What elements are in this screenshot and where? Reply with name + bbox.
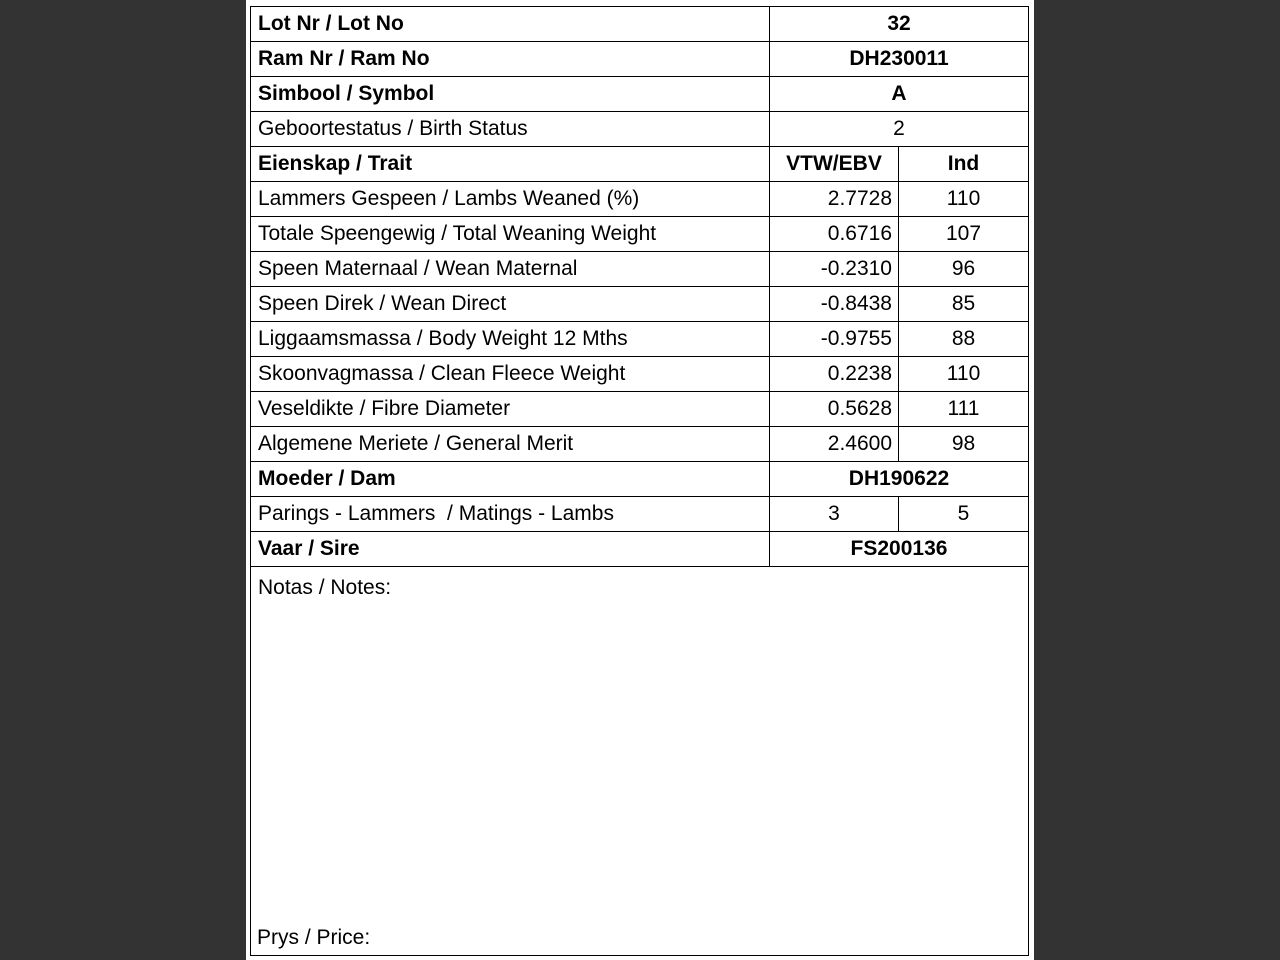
trait-ind: 88: [899, 322, 1029, 357]
trait-ebv: 2.7728: [770, 182, 899, 217]
price-label: Prys / Price:: [257, 926, 371, 949]
dam-value: DH190622: [770, 462, 1029, 497]
trait-name: Skoonvagmassa / Clean Fleece Weight: [251, 357, 770, 392]
trait-ind: 111: [899, 392, 1029, 427]
lambs-value: 5: [899, 497, 1029, 532]
notes-area: [251, 567, 1029, 956]
sire-value: FS200136: [770, 532, 1029, 567]
notes-row: [251, 567, 1029, 956]
traits-header-row: [251, 147, 1029, 182]
birth-status-value: 2: [770, 112, 1029, 147]
trait-ebv: 0.5628: [770, 392, 899, 427]
trait-ind: 110: [899, 357, 1029, 392]
trait-row: [251, 427, 1029, 462]
trait-ebv: 2.4600: [770, 427, 899, 462]
trait-ebv: 0.6716: [770, 217, 899, 252]
trait-name: Speen Maternaal / Wean Maternal: [251, 252, 770, 287]
dam-label: Moeder / Dam: [251, 462, 770, 497]
ram-label: Ram Nr / Ram No: [251, 42, 770, 77]
symbol-row: [251, 77, 1029, 112]
trait-ebv: 0.2238: [770, 357, 899, 392]
trait-ebv: -0.9755: [770, 322, 899, 357]
trait-ebv: -0.2310: [770, 252, 899, 287]
trait-header-label: Eienskap / Trait: [251, 147, 770, 182]
sire-row: [251, 532, 1029, 567]
symbol-label: Simbool / Symbol: [251, 77, 770, 112]
trait-ind: 85: [899, 287, 1029, 322]
symbol-value: A: [770, 77, 1029, 112]
trait-name: Speen Direk / Wean Direct: [251, 287, 770, 322]
trait-ind: 110: [899, 182, 1029, 217]
lot-card-table: [250, 6, 1029, 956]
birth-status-label: Geboortestatus / Birth Status: [251, 112, 770, 147]
trait-name: Lammers Gespeen / Lambs Weaned (%): [251, 182, 770, 217]
ram-value: DH230011: [770, 42, 1029, 77]
trait-name: Totale Speengewig / Total Weaning Weight: [251, 217, 770, 252]
notes-label: Notas / Notes:: [258, 576, 392, 599]
trait-name: Liggaamsmassa / Body Weight 12 Mths: [251, 322, 770, 357]
ind-header: Ind: [899, 147, 1029, 182]
dam-row: [251, 462, 1029, 497]
lot-row: [251, 7, 1029, 42]
trait-row: [251, 392, 1029, 427]
birth-status-row: [251, 112, 1029, 147]
lot-label: Lot Nr / Lot No: [251, 7, 770, 42]
trait-ind: 98: [899, 427, 1029, 462]
trait-row: [251, 287, 1029, 322]
ram-row: [251, 42, 1029, 77]
trait-name: Algemene Meriete / General Merit: [251, 427, 770, 462]
trait-row: [251, 182, 1029, 217]
lot-value: 32: [770, 7, 1029, 42]
trait-ind: 96: [899, 252, 1029, 287]
matings-row: [251, 497, 1029, 532]
trait-ind: 107: [899, 217, 1029, 252]
trait-row: [251, 357, 1029, 392]
trait-row: [251, 217, 1029, 252]
trait-row: [251, 322, 1029, 357]
ebv-header: VTW/EBV: [770, 147, 899, 182]
trait-ebv: -0.8438: [770, 287, 899, 322]
trait-name: Veseldikte / Fibre Diameter: [251, 392, 770, 427]
sire-label: Vaar / Sire: [251, 532, 770, 567]
trait-row: [251, 252, 1029, 287]
matings-value: 3: [770, 497, 899, 532]
matings-label: Parings - Lammers / Matings - Lambs: [251, 497, 770, 532]
